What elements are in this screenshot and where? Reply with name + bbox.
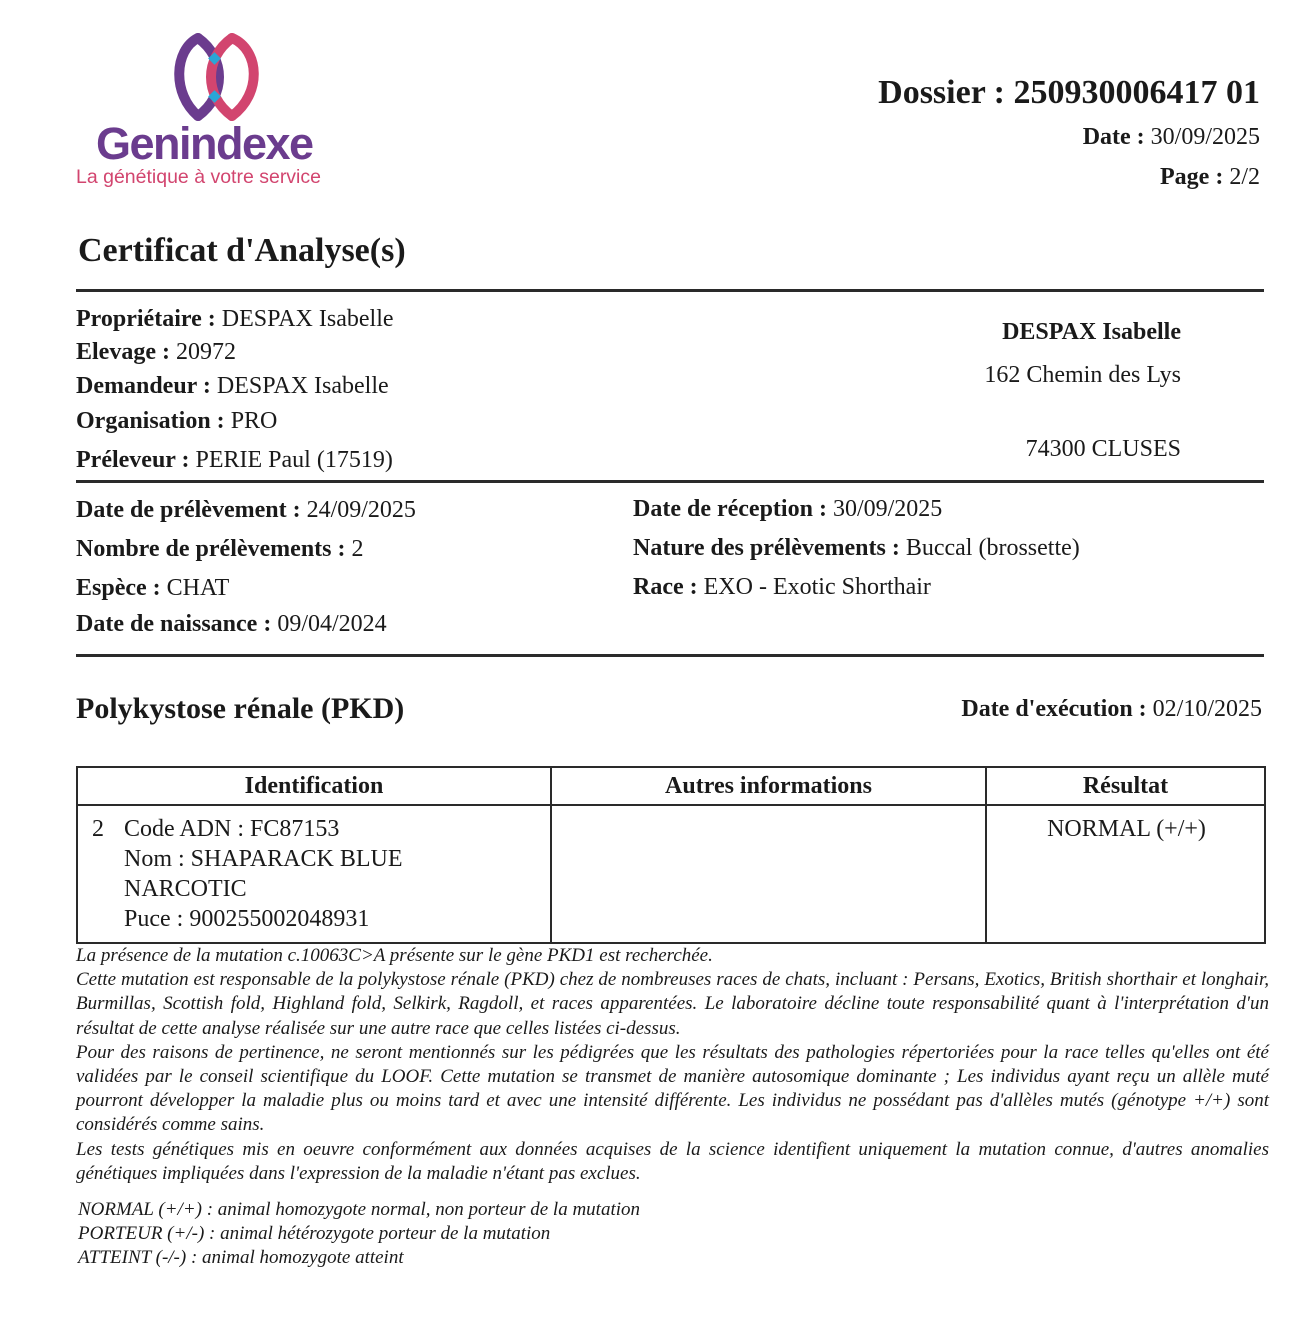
field-value: PRO — [230, 408, 278, 434]
field-label: Date de réception : — [633, 496, 827, 522]
field-label: Préleveur : — [76, 447, 190, 473]
field-value: EXO - Exotic Shorthair — [703, 574, 931, 600]
field-organisation — [76, 408, 277, 435]
field-value: PERIE Paul (17519) — [195, 447, 393, 473]
field-date-reception — [633, 496, 942, 523]
field-date-prelevement — [76, 497, 416, 524]
execution-date — [961, 696, 1262, 723]
note-paragraph: Les tests génétiques mis en oeuvre conformément aux données acquises de la science identifient uniquement la mutation connue, d'autres anomalies génétiques impliquées dans l'expression de la maladie n'étant pas exclues. — [76, 1138, 1269, 1184]
header-date-value: 30/09/2025 — [1150, 124, 1260, 150]
note-paragraph: Pour des raisons de pertinence, ne seront mentionnés sur les pédigrées que les résultats des pathologies répertoriées pour la race telles qu'elles ont été validées par le conseil scientifique du LOOF. Cette mutation se transmet de manière autosomique dominante ; Les individus ayant reçu un allèle muté pourront développer la maladie plus ou moins tard et avec une intensité différente. Les individus ne possédant pas d'allèles mutés (génotype +/+) sont considérés comme sains. — [76, 1041, 1269, 1136]
dossier-number — [878, 74, 1260, 112]
other-info-cell — [551, 805, 986, 943]
field-label: Date de prélèvement : — [76, 497, 301, 523]
legend-normal: NORMAL (+/+) : animal homozygote normal, non porteur de la mutation — [78, 1199, 641, 1220]
field-value: 20972 — [175, 339, 236, 365]
field-date-naissance — [76, 611, 387, 638]
field-value: DESPAX Isabelle — [216, 373, 389, 399]
note-paragraph: La présence de la mutation c.10063C>A présente sur le gène PKD1 est recherchée. — [76, 945, 713, 966]
logo-tagline: La génétique à votre service — [76, 166, 321, 188]
identification-cell — [77, 805, 551, 943]
execution-date-value: 02/10/2025 — [1152, 696, 1262, 722]
page-number — [1160, 164, 1260, 191]
divider — [76, 480, 1264, 483]
field-label: Propriétaire : — [76, 306, 216, 332]
address-name: DESPAX Isabelle — [1002, 319, 1181, 345]
logo-wordmark: Genindexe — [96, 118, 313, 169]
table-header-row — [77, 767, 1265, 805]
header-autres-informations: Autres informations — [551, 767, 986, 805]
field-label: Race : — [633, 574, 698, 600]
legend-porteur: PORTEUR (+/-) : animal hétérozygote porteur de la mutation — [78, 1223, 551, 1245]
dossier-label: Dossier : — [878, 74, 1005, 111]
field-label: Nature des prélèvements : — [633, 535, 900, 561]
dna-code: Code ADN : FC87153 — [124, 816, 340, 842]
note-paragraph: Cette mutation est responsable de la polykystose rénale (PKD) chez de nombreuses races de chats, incluant : Persans, Exotics, British shorthair et longhair, Burmillas, Scottish fold, Highland fold, Selkirk, Ragdoll, et races apparentées. Le laboratoire décline toute responsabilité quant à l'interprétation d'un résultat de cette analyse réalisée sur une autre race que celles listées ci-dessus. — [76, 969, 1269, 1039]
analysis-title: Polykystose rénale (PKD) — [76, 692, 405, 725]
animal-name-continued: NARCOTIC — [124, 876, 247, 902]
analysis-notes — [76, 944, 1269, 1186]
divider — [76, 654, 1264, 657]
field-value: DESPAX Isabelle — [221, 306, 394, 332]
divider — [76, 289, 1264, 292]
field-label: Demandeur : — [76, 373, 211, 399]
field-value: Buccal (brossette) — [905, 535, 1080, 561]
dossier-value: 250930006417 01 — [1013, 74, 1260, 111]
result-legend — [78, 1198, 640, 1271]
address-street: 162 Chemin des Lys — [984, 362, 1181, 388]
field-label: Espèce : — [76, 575, 161, 601]
field-value: 30/09/2025 — [832, 496, 943, 522]
field-nombre-prelevements — [76, 536, 363, 563]
field-label: Date de naissance : — [76, 611, 272, 637]
header-resultat: Résultat — [986, 767, 1265, 805]
field-elevage — [76, 339, 236, 366]
field-value: CHAT — [166, 575, 230, 601]
logo-mark-icon — [170, 32, 266, 122]
field-label: Elevage : — [76, 339, 170, 365]
field-label: Nombre de prélèvements : — [76, 536, 346, 562]
field-nature-prelevements — [633, 535, 1080, 562]
company-logo — [74, 32, 364, 197]
field-value: 2 — [351, 536, 364, 562]
address-city: 74300 CLUSES — [1025, 436, 1181, 462]
sample-number: 2 — [92, 816, 104, 842]
header-identification: Identification — [77, 767, 551, 805]
table-row — [77, 805, 1265, 943]
field-proprietaire — [76, 306, 394, 333]
header-date — [1083, 124, 1260, 151]
field-value: 24/09/2025 — [306, 497, 416, 523]
field-race — [633, 574, 931, 601]
animal-name: Nom : SHAPARACK BLUE — [124, 846, 403, 872]
header-date-label: Date : — [1082, 124, 1145, 150]
field-espece — [76, 575, 229, 602]
legend-atteint: ATTEINT (-/-) : animal homozygote atteint — [78, 1247, 404, 1269]
result-cell: NORMAL (+/+) — [986, 805, 1265, 943]
field-preleveur — [76, 447, 393, 474]
field-demandeur — [76, 373, 389, 400]
microchip-number: Puce : 900255002048931 — [124, 906, 370, 932]
page-label: Page : — [1160, 164, 1224, 190]
field-value: 09/04/2024 — [277, 611, 387, 637]
certificate-title: Certificat d'Analyse(s) — [78, 232, 406, 269]
field-label: Organisation : — [76, 408, 225, 434]
execution-date-label: Date d'exécution : — [961, 696, 1147, 722]
page-value: 2/2 — [1229, 164, 1260, 190]
results-table — [76, 766, 1266, 944]
